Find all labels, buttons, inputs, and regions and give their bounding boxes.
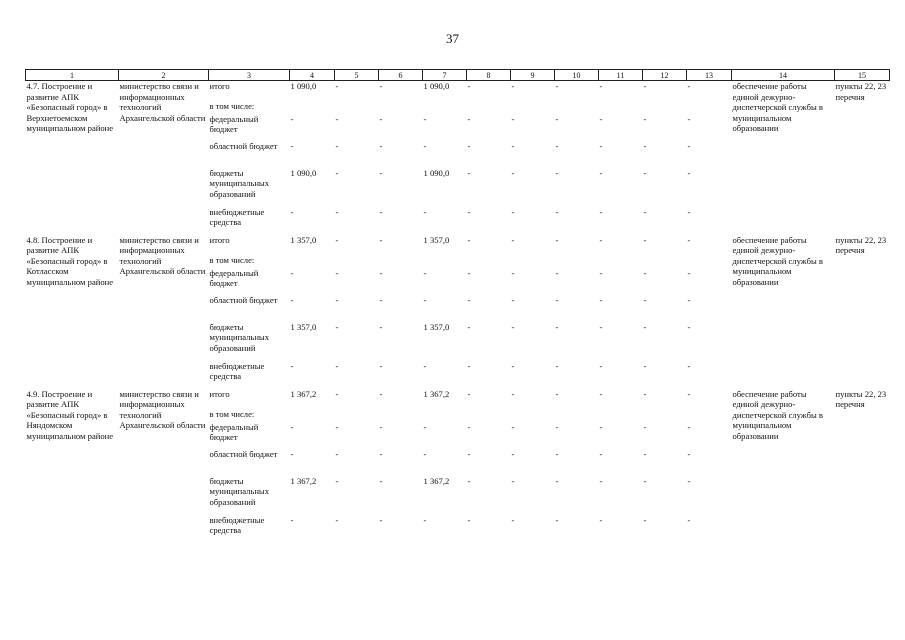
- value-cell-10: -: [555, 360, 559, 371]
- value-cell-5: -: [335, 321, 339, 332]
- value-cell-12: -: [643, 140, 647, 151]
- value-cell-13: -: [687, 514, 691, 525]
- value-cell-13: -: [687, 167, 691, 178]
- column-header-8: 8: [467, 70, 511, 81]
- value-cell-13: [687, 101, 732, 114]
- executor-cell: министерство связи и информационных технологий Архангельской области: [119, 234, 206, 276]
- value-cell-5: -: [335, 113, 339, 124]
- value-cell-6: -: [379, 475, 383, 486]
- value-cell-6: [379, 255, 423, 268]
- value-cell-11: -: [599, 267, 603, 278]
- value-cell-9: -: [511, 514, 515, 525]
- value-cell-6: -: [379, 321, 383, 332]
- value-cell-10: [555, 255, 599, 268]
- value-cell-13: -: [687, 475, 691, 486]
- value-cell-11: -: [599, 514, 603, 525]
- value-cell-9: -: [511, 206, 515, 217]
- value-cell-5: -: [335, 206, 339, 217]
- funding-source-label: итого: [209, 388, 230, 399]
- value-cell-4: -: [290, 206, 294, 217]
- value-cell-4: -: [290, 294, 294, 305]
- value-cell-9: -: [511, 388, 515, 399]
- value-cell-5: -: [335, 81, 339, 91]
- value-cell-8: -: [467, 81, 471, 91]
- table-row: [26, 81, 890, 101]
- column-header-2: 2: [119, 70, 209, 81]
- value-cell-11: -: [599, 360, 603, 371]
- indicator-link-cell: пункты 22, 23 перечня: [835, 81, 887, 102]
- value-cell-9: -: [511, 448, 515, 459]
- value-cell-9: -: [511, 81, 515, 91]
- value-cell-9: -: [511, 267, 515, 278]
- value-cell-6: -: [379, 294, 383, 305]
- column-header-15: 15: [835, 70, 890, 81]
- value-cell-7: -: [423, 267, 427, 278]
- value-cell-12: -: [643, 321, 647, 332]
- column-header-10: 10: [555, 70, 599, 81]
- value-cell-4: 1 357,0: [290, 234, 317, 245]
- value-cell-6: [379, 409, 423, 422]
- value-cell-7: [423, 101, 467, 114]
- value-cell-6: -: [379, 167, 383, 178]
- funding-source-label: в том числе:: [209, 408, 255, 419]
- value-cell-6: -: [379, 360, 383, 371]
- value-cell-4: 1 090,0: [290, 81, 317, 91]
- value-cell-12: -: [643, 514, 647, 525]
- value-cell-8: -: [467, 514, 471, 525]
- column-header-5: 5: [335, 70, 379, 81]
- value-cell-12: -: [643, 475, 647, 486]
- value-cell-5: -: [335, 360, 339, 371]
- value-cell-5: -: [335, 294, 339, 305]
- value-cell-7: 1 357,0: [423, 234, 450, 245]
- funding-source-label: бюджеты муниципальных образований: [209, 321, 269, 353]
- value-cell-7: 1 090,0: [423, 167, 450, 178]
- value-cell-13: -: [687, 206, 691, 217]
- value-cell-7: -: [423, 206, 427, 217]
- funding-source-label: внебюджетные средства: [209, 514, 265, 535]
- funding-source-label: внебюджетные средства: [209, 206, 265, 227]
- value-cell-11: [599, 409, 643, 422]
- executor-cell: министерство связи и информационных технологий Архангельской области: [119, 81, 206, 123]
- expected-result-cell: обеспечение работы единой дежурно-диспетчерской службы в муниципальном образовании: [732, 234, 823, 287]
- value-cell-13: -: [687, 388, 691, 399]
- value-cell-7: -: [423, 360, 427, 371]
- column-header-14: 14: [732, 70, 835, 81]
- funding-source-label: итого: [209, 234, 230, 245]
- value-cell-6: -: [379, 234, 383, 245]
- value-cell-7: -: [423, 113, 427, 124]
- expected-result-cell: обеспечение работы единой дежурно-диспетчерской службы в муниципальном образовании: [732, 81, 823, 133]
- column-header-7: 7: [423, 70, 467, 81]
- value-cell-4: [290, 409, 335, 422]
- value-cell-9: -: [511, 475, 515, 486]
- value-cell-5: -: [335, 267, 339, 278]
- table-row: [26, 235, 890, 255]
- value-cell-13: [687, 409, 732, 422]
- measure-name-cell: 4.8. Построение и развитие АПК «Безопасный город» в Котласском муниципальном районе: [26, 234, 114, 287]
- value-cell-4: -: [290, 448, 294, 459]
- value-cell-12: [643, 409, 687, 422]
- value-cell-5: [335, 101, 379, 114]
- value-cell-10: -: [555, 321, 559, 332]
- value-cell-8: [467, 255, 511, 268]
- value-cell-9: -: [511, 234, 515, 245]
- value-cell-13: -: [687, 113, 691, 124]
- measure-name-cell: 4.9. Построение и развитие АПК «Безопасный город» в Няндомском муниципальном районе: [26, 388, 114, 441]
- value-cell-13: -: [687, 81, 691, 91]
- value-cell-9: -: [511, 360, 515, 371]
- value-cell-8: -: [467, 167, 471, 178]
- value-cell-12: -: [643, 294, 647, 305]
- value-cell-8: -: [467, 113, 471, 124]
- column-header-13: 13: [687, 70, 732, 81]
- value-cell-9: -: [511, 294, 515, 305]
- value-cell-5: [335, 255, 379, 268]
- value-cell-6: -: [379, 113, 383, 124]
- value-cell-6: -: [379, 388, 383, 399]
- value-cell-4: -: [290, 267, 294, 278]
- column-header-11: 11: [599, 70, 643, 81]
- value-cell-12: -: [643, 81, 647, 91]
- value-cell-4: [290, 101, 335, 114]
- value-cell-11: -: [599, 421, 603, 432]
- value-cell-8: [467, 101, 511, 114]
- value-cell-13: -: [687, 448, 691, 459]
- value-cell-8: -: [467, 234, 471, 245]
- value-cell-10: -: [555, 113, 559, 124]
- value-cell-6: -: [379, 448, 383, 459]
- value-cell-7: -: [423, 514, 427, 525]
- value-cell-4: [290, 255, 335, 268]
- value-cell-8: -: [467, 321, 471, 332]
- value-cell-7: [423, 409, 467, 422]
- value-cell-13: [687, 255, 732, 268]
- value-cell-10: -: [555, 167, 559, 178]
- header-row: [26, 70, 890, 81]
- column-header-1: 1: [26, 70, 119, 81]
- value-cell-7: -: [423, 421, 427, 432]
- value-cell-12: -: [643, 421, 647, 432]
- value-cell-12: -: [643, 113, 647, 124]
- column-header-3: 3: [209, 70, 290, 81]
- value-cell-5: -: [335, 448, 339, 459]
- value-cell-6: -: [379, 140, 383, 151]
- value-cell-4: -: [290, 113, 294, 124]
- value-cell-13: -: [687, 421, 691, 432]
- value-cell-6: -: [379, 267, 383, 278]
- value-cell-9: -: [511, 167, 515, 178]
- value-cell-7: 1 357,0: [423, 321, 450, 332]
- column-header-6: 6: [379, 70, 423, 81]
- value-cell-10: -: [555, 81, 559, 91]
- value-cell-4: 1 367,2: [290, 475, 317, 486]
- value-cell-6: -: [379, 206, 383, 217]
- funding-source-label: федеральный бюджет: [209, 421, 259, 442]
- value-cell-5: -: [335, 140, 339, 151]
- expected-result-cell: обеспечение работы единой дежурно-диспетчерской службы в муниципальном образовании: [732, 388, 823, 441]
- value-cell-10: -: [555, 206, 559, 217]
- value-cell-10: -: [555, 234, 559, 245]
- value-cell-8: -: [467, 475, 471, 486]
- value-cell-12: -: [643, 448, 647, 459]
- page-number: 37: [446, 31, 459, 46]
- value-cell-12: [643, 255, 687, 268]
- value-cell-8: [467, 409, 511, 422]
- value-cell-7: 1 367,2: [423, 388, 450, 399]
- value-cell-10: -: [555, 140, 559, 151]
- value-cell-11: -: [599, 206, 603, 217]
- value-cell-8: -: [467, 267, 471, 278]
- value-cell-9: [511, 101, 555, 114]
- value-cell-11: [599, 101, 643, 114]
- value-cell-5: -: [335, 475, 339, 486]
- value-cell-6: -: [379, 81, 383, 91]
- column-header-9: 9: [511, 70, 555, 81]
- value-cell-4: -: [290, 514, 294, 525]
- value-cell-13: -: [687, 360, 691, 371]
- value-cell-7: -: [423, 294, 427, 305]
- funding-source-label: бюджеты муниципальных образований: [209, 475, 269, 507]
- value-cell-7: 1 090,0: [423, 81, 450, 91]
- value-cell-12: [643, 101, 687, 114]
- value-cell-4: 1 367,2: [290, 388, 317, 399]
- value-cell-5: -: [335, 514, 339, 525]
- value-cell-4: -: [290, 421, 294, 432]
- funding-source-label: федеральный бюджет: [209, 267, 259, 288]
- value-cell-9: [511, 255, 555, 268]
- value-cell-10: -: [555, 267, 559, 278]
- value-cell-11: -: [599, 388, 603, 399]
- funding-source-label: итого: [209, 81, 230, 91]
- table-body: [26, 81, 890, 543]
- value-cell-9: -: [511, 113, 515, 124]
- value-cell-7: -: [423, 448, 427, 459]
- value-cell-8: -: [467, 206, 471, 217]
- executor-cell: министерство связи и информационных технологий Архангельской области: [119, 388, 206, 430]
- indicator-link-cell: пункты 22, 23 перечня: [835, 234, 887, 255]
- value-cell-11: -: [599, 321, 603, 332]
- value-cell-8: -: [467, 388, 471, 399]
- value-cell-4: -: [290, 360, 294, 371]
- value-cell-6: -: [379, 514, 383, 525]
- value-cell-8: -: [467, 360, 471, 371]
- value-cell-8: -: [467, 421, 471, 432]
- value-cell-11: [599, 255, 643, 268]
- value-cell-11: -: [599, 448, 603, 459]
- value-cell-10: -: [555, 421, 559, 432]
- indicator-link-cell: пункты 22, 23 перечня: [835, 388, 887, 409]
- value-cell-6: [379, 101, 423, 114]
- value-cell-10: -: [555, 448, 559, 459]
- value-cell-10: [555, 101, 599, 114]
- value-cell-8: -: [467, 140, 471, 151]
- value-cell-11: -: [599, 167, 603, 178]
- value-cell-13: -: [687, 294, 691, 305]
- value-cell-5: -: [335, 421, 339, 432]
- program-table: [25, 69, 890, 543]
- value-cell-13: -: [687, 234, 691, 245]
- value-cell-10: [555, 409, 599, 422]
- funding-source-label: в том числе:: [209, 100, 255, 111]
- value-cell-10: -: [555, 388, 559, 399]
- value-cell-5: -: [335, 167, 339, 178]
- value-cell-11: -: [599, 81, 603, 91]
- value-cell-6: -: [379, 421, 383, 432]
- value-cell-9: -: [511, 321, 515, 332]
- value-cell-11: -: [599, 475, 603, 486]
- value-cell-7: [423, 255, 467, 268]
- value-cell-11: -: [599, 234, 603, 245]
- value-cell-12: -: [643, 167, 647, 178]
- column-header-4: 4: [290, 70, 335, 81]
- value-cell-11: -: [599, 140, 603, 151]
- funding-source-label: в том числе:: [209, 254, 255, 265]
- value-cell-7: -: [423, 140, 427, 151]
- value-cell-11: -: [599, 294, 603, 305]
- value-cell-4: 1 090,0: [290, 167, 317, 178]
- value-cell-11: -: [599, 113, 603, 124]
- funding-source-label: бюджеты муниципальных образований: [209, 167, 269, 199]
- funding-source-label: областной бюджет: [209, 140, 278, 151]
- value-cell-12: -: [643, 360, 647, 371]
- value-cell-12: -: [643, 234, 647, 245]
- value-cell-4: -: [290, 140, 294, 151]
- value-cell-10: -: [555, 514, 559, 525]
- value-cell-5: -: [335, 234, 339, 245]
- funding-source-label: областной бюджет: [209, 294, 278, 305]
- funding-source-label: федеральный бюджет: [209, 113, 259, 134]
- value-cell-10: -: [555, 294, 559, 305]
- value-cell-5: [335, 409, 379, 422]
- value-cell-13: -: [687, 321, 691, 332]
- value-cell-13: -: [687, 267, 691, 278]
- value-cell-4: 1 357,0: [290, 321, 317, 332]
- value-cell-5: -: [335, 388, 339, 399]
- value-cell-12: -: [643, 388, 647, 399]
- value-cell-9: -: [511, 421, 515, 432]
- value-cell-12: -: [643, 267, 647, 278]
- value-cell-12: -: [643, 206, 647, 217]
- value-cell-13: -: [687, 140, 691, 151]
- value-cell-8: -: [467, 294, 471, 305]
- table-row: [26, 389, 890, 409]
- value-cell-10: -: [555, 475, 559, 486]
- value-cell-9: -: [511, 140, 515, 151]
- measure-name-cell: 4.7. Построение и развитие АПК «Безопасный город» в Верхнетоемском муниципальном районе: [26, 81, 114, 133]
- funding-source-label: внебюджетные средства: [209, 360, 265, 381]
- funding-source-label: областной бюджет: [209, 448, 278, 459]
- value-cell-9: [511, 409, 555, 422]
- value-cell-8: -: [467, 448, 471, 459]
- column-header-12: 12: [643, 70, 687, 81]
- value-cell-7: 1 367,2: [423, 475, 450, 486]
